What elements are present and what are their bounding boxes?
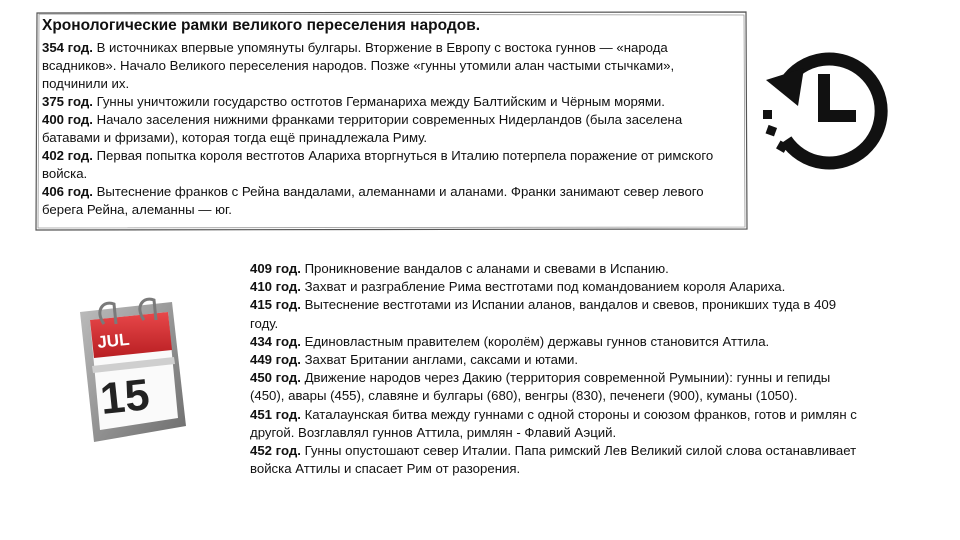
entry-year: 409 год. [250, 261, 301, 276]
calendar-icon [74, 294, 192, 448]
list-item [250, 351, 860, 369]
entry-year: 451 год. [250, 406, 301, 422]
entry-text: Гунны опустошают север Италии. Папа римский Лев Великий силой слова останавливает войска Аттилы и спасает Рим от разорения. [250, 443, 857, 477]
entry-text: Вытеснение вестготами из Испании аланов, вандалов и свевов, проникших туда в 409 году. [250, 297, 837, 331]
list-item [42, 93, 740, 111]
entry-text: Проникновение вандалов с аланами и свевами в Испанию. [300, 261, 669, 276]
entry-year: 452 год. [250, 443, 301, 459]
top-chronology-block [38, 12, 746, 230]
entry-text: Захват и разграбление Рима вестготами под командованием короля Алариха. [300, 279, 786, 295]
entry-text: Вытеснение франков с Рейна вандалами, алеманнами и аланами. Франки занимают север левого берега Рейна, алеманны — юг. [42, 184, 704, 217]
entry-text: Захват Британии англами, саксами и ютами. [300, 352, 579, 368]
entry-year: 402 год. [42, 148, 93, 163]
entry-text: Движение народов через Дакию (территория современной Румынии): гунны и гепиды (450), авары (455), славяне и булгары (680), венгры (830), печенеги (900), куманы (1050). [250, 370, 831, 404]
list-item [250, 406, 860, 442]
entry-year: 400 год. [42, 112, 93, 127]
page-title: Хронологические рамки великого переселения народов. [42, 17, 481, 34]
list-item [250, 442, 860, 478]
list-item [250, 260, 860, 278]
entry-text: Единовластным правителем (королём) державы гуннов становится Аттила. [300, 333, 770, 349]
entry-text: В источниках впервые упомянуты булгары. Вторжение в Европу с востока гуннов — «народа всадников». Начало Великого переселения народов. Позже «гунны утомили алан частыми стычками», подчинили их. [42, 40, 675, 91]
entry-year: 415 год. [250, 297, 301, 313]
entry-text: Каталаунская битва между гуннами с одной стороны и союзом франков, готов и римлян с другой. Возглавлял гуннов Аттила, римлян - Флавий Аэций. [250, 406, 857, 440]
list-item [250, 369, 860, 405]
list-item [42, 183, 740, 219]
list-item [250, 296, 860, 332]
calendar-month: JUL [96, 329, 131, 352]
list-item [250, 278, 860, 296]
list-item [42, 111, 740, 147]
entry-year: 410 год. [250, 279, 301, 295]
list-item [250, 333, 860, 351]
entry-text: Гунны уничтожили государство остготов Германариха между Балтийским и Чёрным морями. [92, 94, 665, 109]
entry-year: 434 год. [250, 333, 301, 349]
entry-year: 354 год. [42, 40, 93, 55]
bottom-chronology-block [250, 260, 860, 478]
entry-year: 406 год. [42, 184, 93, 199]
history-clock-icon [758, 44, 890, 176]
entry-text: Начало заселения нижними франками территории современных Нидерландов (была заселена батавами и фризами), которая тогда ещё принадлежала Риму. [42, 112, 683, 145]
entry-year: 375 год. [42, 94, 93, 109]
calendar-day: 15 [97, 370, 152, 424]
list-item [42, 39, 740, 93]
entry-year: 449 год. [250, 352, 301, 368]
entry-year: 450 год. [250, 370, 301, 386]
entry-text: Первая попытка короля вестготов Алариха вторгнуться в Италию потерпела поражение от римского войска. [42, 148, 714, 181]
top-entries-list [42, 39, 740, 219]
list-item [42, 147, 740, 183]
